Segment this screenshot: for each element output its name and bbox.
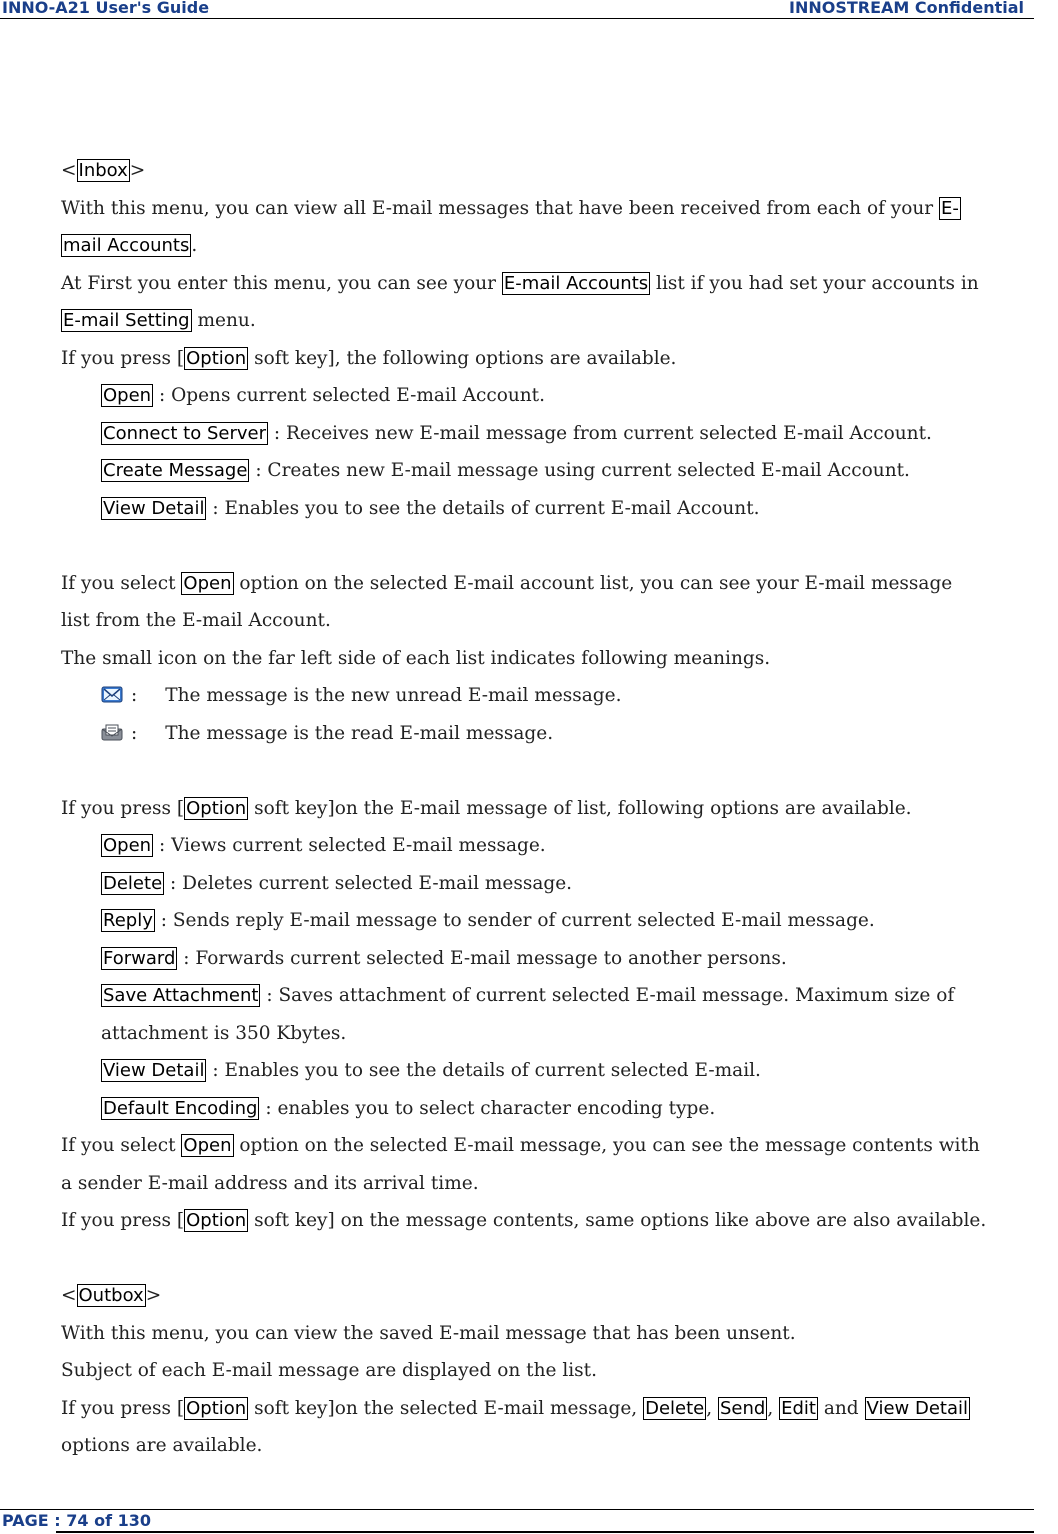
keyword-option: Option bbox=[186, 1210, 247, 1231]
keyword-option: Option bbox=[186, 347, 247, 369]
footer-rule bbox=[56, 1531, 1034, 1533]
inbox-heading: < Inbox > bbox=[61, 160, 146, 181]
paragraph: list from the E-mail Account. bbox=[61, 610, 331, 631]
keyword-email-accounts: E-mail Accounts bbox=[503, 272, 649, 294]
option-item: Forward : Forwards current selected E-mail message to another persons. bbox=[103, 947, 787, 969]
keyword-edit: Edit bbox=[781, 1397, 816, 1419]
paragraph: If you press [ Option soft key], the following options are available. bbox=[61, 347, 677, 369]
keyword-open: Open bbox=[183, 572, 232, 594]
option-item: Reply : Sends reply E-mail message to sender of current selected E-mail message. bbox=[103, 910, 875, 931]
keyword-email-accounts: mail Accounts bbox=[63, 235, 190, 256]
paragraph: a sender E-mail address and its arrival time. bbox=[61, 1172, 479, 1194]
paragraph: Subject of each E-mail message are displayed on the list. bbox=[61, 1360, 597, 1381]
icon-legend-item: : The message is the new unread E-mail message. bbox=[61, 677, 1057, 715]
new-mail-icon bbox=[101, 686, 123, 703]
option-item: Open : Views current selected E-mail message. bbox=[103, 835, 546, 856]
header-confidential: INNOSTREAM Confidential bbox=[789, 0, 1024, 17]
document-body bbox=[61, 152, 1057, 1465]
paragraph: With this menu, you can view all E-mail messages that have been received from each of your E- bbox=[61, 197, 959, 219]
paragraph: mail Accounts . bbox=[63, 235, 198, 256]
paragraph: The small icon on the far left side of each list indicates following meanings. bbox=[61, 647, 771, 669]
inbox-title: Inbox bbox=[78, 160, 128, 181]
option-item: Save Attachment : Saves attachment of current selected E-mail message. Maximum size of bbox=[103, 985, 955, 1006]
header-title: INNO-A21 User's Guide bbox=[2, 0, 210, 17]
read-mail-icon bbox=[101, 724, 123, 741]
option-item: Create Message : Creates new E-mail message using current selected E-mail Account. bbox=[103, 460, 910, 481]
option-item: View Detail : Enables you to see the details of current selected E-mail. bbox=[103, 1060, 761, 1081]
option-item: Open : Opens current selected E-mail Account. bbox=[103, 385, 545, 406]
option-item-continuation: attachment is 350 Kbytes. bbox=[101, 1022, 347, 1044]
keyword-open: Open bbox=[183, 1135, 232, 1156]
paragraph: If you press [ Option soft key]on the E-mail message of list, following options are available. bbox=[61, 797, 912, 819]
option-item: Delete : Deletes current selected E-mail message. bbox=[103, 872, 573, 894]
option-item: View Detail : Enables you to see the details of current E-mail Account. bbox=[103, 497, 760, 519]
outbox-heading: < Outbox > bbox=[61, 1285, 162, 1306]
keyword-option: Option bbox=[186, 1397, 247, 1419]
paragraph: If you press [ Option soft key]on the selected E-mail message, Delete , Send , Edit and View Detail bbox=[61, 1397, 969, 1419]
outbox-title: Outbox bbox=[78, 1285, 144, 1306]
page-number: PAGE : 74 of 130 bbox=[2, 1511, 151, 1530]
paragraph: At First you enter this menu, you can see your E-mail Accounts list if you had set your accounts in bbox=[61, 272, 979, 294]
option-item: Default Encoding : enables you to select character encoding type. bbox=[103, 1097, 716, 1119]
option-item: Connect to Server : Receives new E-mail message from current selected E-mail Account. bbox=[103, 422, 932, 444]
paragraph: With this menu, you can view the saved E-mail message that has been unsent. bbox=[61, 1322, 796, 1344]
page-header bbox=[0, 0, 1034, 19]
paragraph: If you select Open option on the selected E-mail message, you can see the message contents with bbox=[61, 1135, 980, 1156]
keyword-send: Send bbox=[720, 1397, 766, 1419]
icon-legend-item: : The message is the read E-mail message. bbox=[61, 715, 1057, 753]
paragraph: If you select Open option on the selected E-mail account list, you can see your E-mail message bbox=[61, 572, 953, 594]
paragraph: options are available. bbox=[61, 1435, 263, 1456]
paragraph: If you press [ Option soft key] on the message contents, same options like above are also available. bbox=[61, 1210, 987, 1231]
keyword-view-detail: View Detail bbox=[866, 1397, 969, 1419]
keyword-email-accounts: E- bbox=[941, 197, 959, 219]
keyword-option: Option bbox=[186, 797, 247, 819]
keyword-delete: Delete bbox=[645, 1397, 705, 1419]
keyword-email-setting: E-mail Setting bbox=[63, 310, 190, 331]
paragraph: E-mail Setting menu. bbox=[63, 310, 256, 331]
page-footer bbox=[0, 1509, 1034, 1532]
